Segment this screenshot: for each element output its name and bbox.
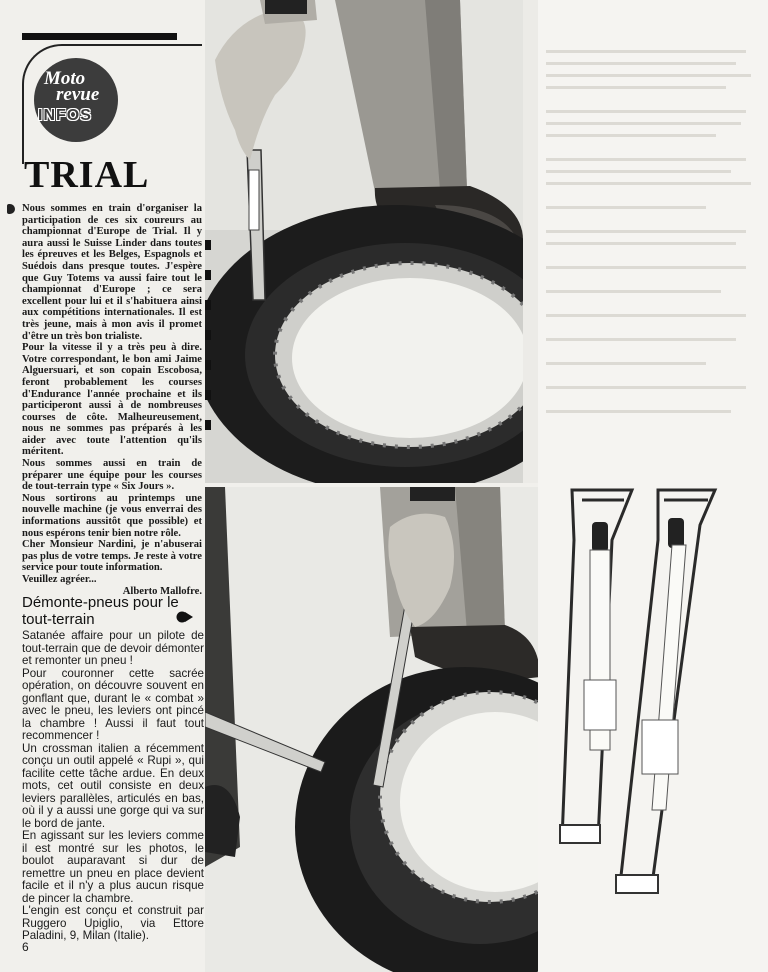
article-paragraph: Un crossman italien a récemment conçu un outil appelé « Rupi », qui facilite cette tâche ardue. En deux mots, cet outil consiste en deux leviers parallèles, articulés en bas, où il y a aussi une gorge qui va sur le bord de jante.: [22, 741, 204, 830]
trial-paragraph: Pour la vitesse il y a très peu à dire. Votre correspondant, le bon ami Jaime Alguersuari, et son copain Escobosa, feront probablement les courses d'Endurance l'année prochaine et ils participeront aussi à de nombreuses courses de côte. Malheureusement, nous ne sommes pas préparés à les aider avec toute l'attention qu'ils méritent.: [22, 342, 202, 458]
article-body: [22, 630, 204, 943]
trial-paragraph: Nous sortirons au printemps une nouvelle machine (je vous enverrai des informations aussitôt que possible) et nous espérons tenir bien notre rôle.: [22, 492, 202, 539]
logo-moto-text: Moto: [44, 68, 86, 89]
logo-infos-text: INFOS: [38, 107, 92, 124]
trial-letter: [22, 203, 202, 597]
trial-paragraph: Cher Monsieur Nardini, je n'abuserai pas plus de votre temps. Je reste à votre service pour toute information.: [22, 539, 202, 574]
black-tab-icon: [7, 204, 15, 214]
trial-paragraph: Nous sommes aussi en train de préparer une équipe pour les courses de tout-terrain type « Six Jours ».: [22, 458, 202, 493]
article-paragraph: Pour couronner cette sacrée opération, on découvre souvent en gonflant que, durant le « combat » avec le pneu, les leviers ont pincé la chambre ! Aussi il faut tout recommencer !: [22, 666, 204, 742]
article-paragraph: En agissant sur les leviers comme il est montré sur les photos, le boulot auparavant si dur de remettre un pneu en place devient facile et il n'y a plus aucun risque de pincer la chambre.: [22, 829, 204, 905]
section-title: TRIAL: [24, 154, 150, 196]
arrow-right-icon: [176, 611, 194, 623]
article-title: Démonte-pneus pour le tout-terrain: [22, 594, 179, 628]
article-paragraph: Satanée affaire pour un pilote de tout-terrain que de devoir démonter et remonter un pneu !: [22, 629, 204, 667]
article-paragraph: L'engin est conçu et construit par Ruggero Upiglio, via Ettore Paladini, 9, Milan (Italie).: [22, 904, 204, 942]
trial-paragraph: Veuillez agréer...: [22, 574, 97, 585]
bleed-through-text: [546, 40, 756, 480]
rupi-tool-illustration: [540, 480, 740, 910]
trial-signature: Alberto Mallofre.: [122, 585, 202, 597]
trial-paragraph: Nous sommes en train d'organiser la participation de ces six coureurs au championnat d'Europe de Trial. Il y aura aussi le Suisse Linder dans toutes les épreuves et les Belges, Espagnols et Suédois dans presque toutes. J'espère que Guy Totems va aussi faire tout le championnat d'Europe ; ce sera excellent pour lui et il s'habituera ainsi aux compétitions internationales. Il est très jeune, mais à mon avis il promet d'être un très bon trialiste.: [22, 203, 202, 342]
page-number: 6: [22, 940, 29, 954]
logo-revue-text: revue: [56, 84, 100, 105]
photo-tire-top: [205, 0, 538, 483]
photo-tire-bottom: [205, 487, 538, 972]
top-rule: [22, 33, 177, 40]
